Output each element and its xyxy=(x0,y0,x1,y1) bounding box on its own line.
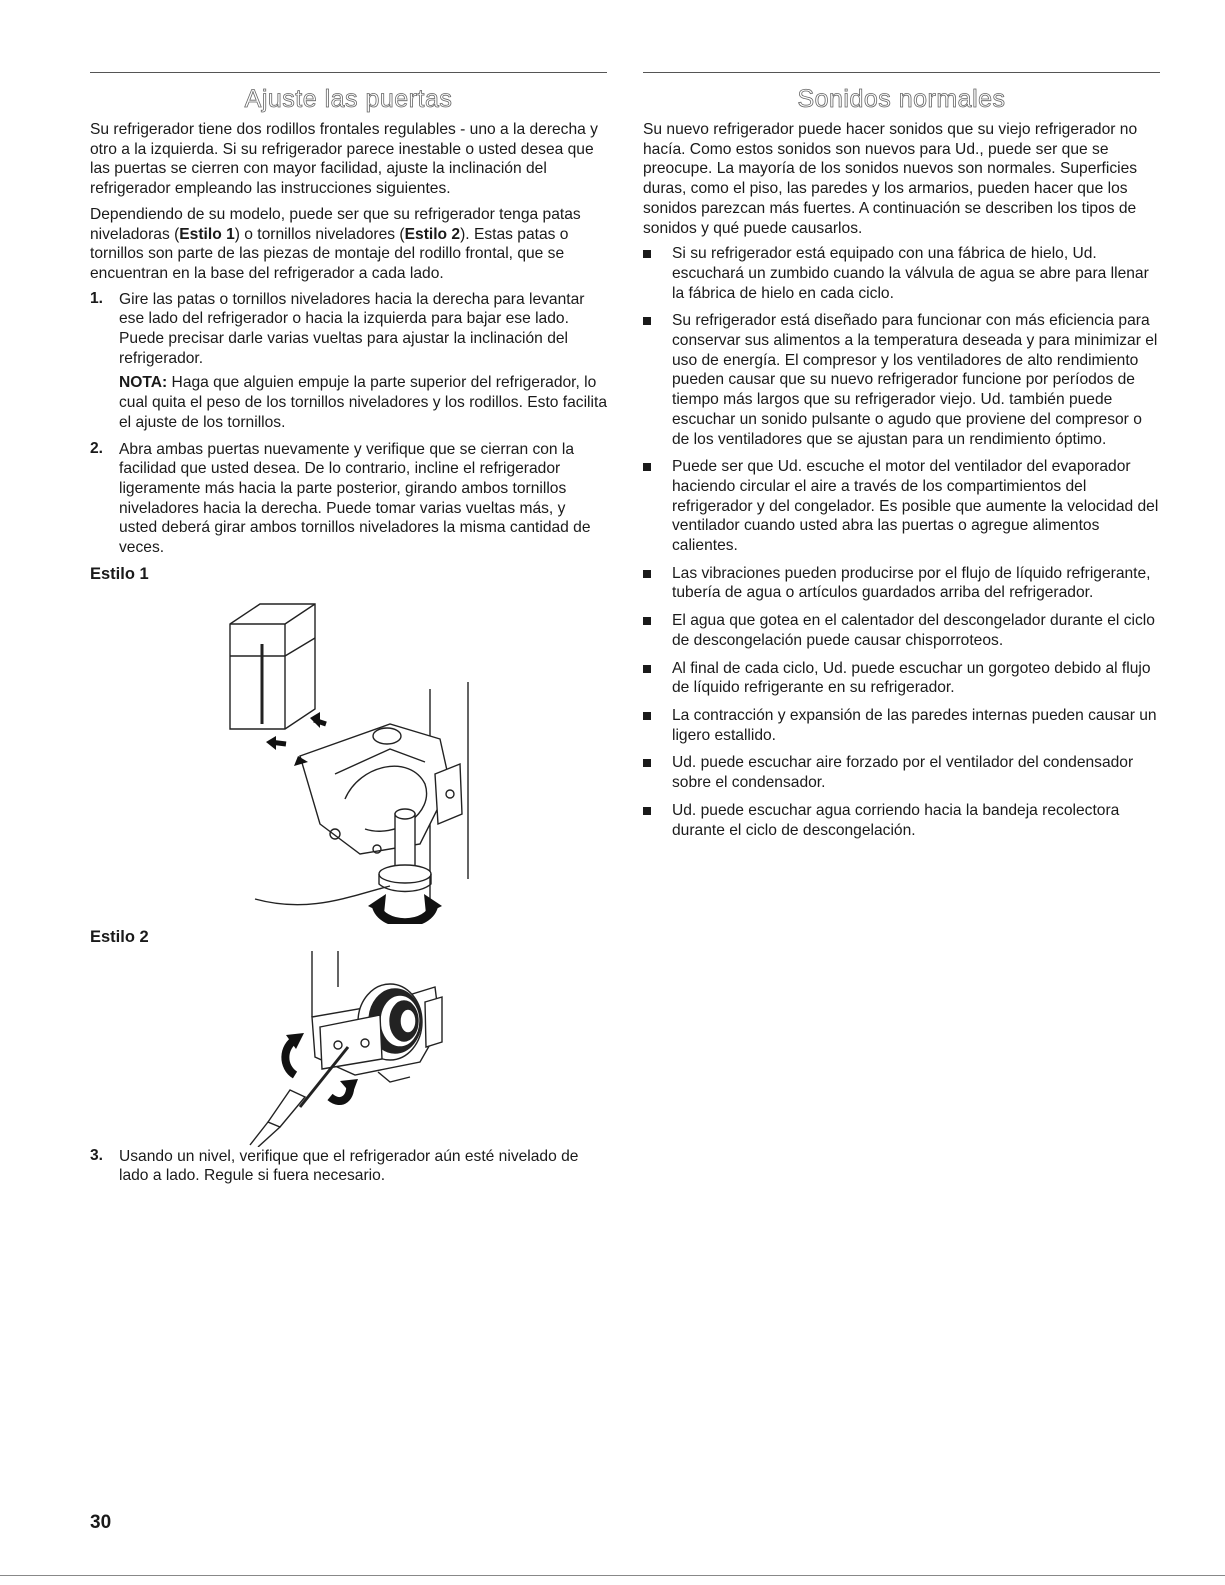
right-column xyxy=(643,72,1160,848)
section-heading-sounds: Sonidos normales xyxy=(797,85,1006,113)
style-1-drawing xyxy=(90,584,607,924)
bullet-text: La contracción y expansión de las paredes internas pueden causar un ligero estallido. xyxy=(672,706,1157,744)
step-3 xyxy=(90,1147,607,1186)
bullet-text: Ud. puede escuchar aire forzado por el ventilador del condensador sobre el condensador. xyxy=(672,754,1134,792)
step-2 xyxy=(90,440,607,558)
style-2-label: Estilo 2 xyxy=(90,927,149,946)
step-number: 1. xyxy=(90,289,104,307)
style-1-illustration xyxy=(90,584,607,924)
section-rule-right xyxy=(643,72,1160,73)
square-bullet-icon xyxy=(643,617,651,625)
models-text-a: Dependiendo de su modelo, puede ser que su refrigerador tenga patas niveladoras ( xyxy=(90,205,581,243)
list-item xyxy=(643,659,1160,698)
style-2-drawing xyxy=(90,947,607,1147)
square-bullet-icon xyxy=(643,665,651,673)
list-item xyxy=(643,311,1160,449)
section-rule-left xyxy=(90,72,607,73)
bullet-text: Ud. puede escuchar agua corriendo hacia la bandeja recolectora durante el ciclo de descongelación. xyxy=(672,801,1120,839)
list-item xyxy=(643,753,1160,792)
bullet-text: Si su refrigerador está equipado con una fábrica de hielo, Ud. escuchará un zumbido cuando la válvula de agua se abre para llenar la fábrica de hielo en cada ciclo. xyxy=(672,245,1149,302)
models-style2-ref: Estilo 2 xyxy=(404,225,461,243)
sounds-bullet-list xyxy=(643,244,1160,840)
step-number: 2. xyxy=(90,439,104,457)
sounds-intro-paragraph: Su nuevo refrigerador puede hacer sonidos que su viejo refrigerador no hacía. Como estos sonidos son nuevos para Ud., puede ser que se preocupe. La mayoría de los sonidos nuevos son normales. Superficies duras, como el piso, las paredes y los armarios, pueden hacer que los sonidos parezcan más fuertes. A continuación se describen los tipos de sonidos y qué puede causarlos. xyxy=(643,121,1138,237)
note-text: Haga que alguien empuje la parte superior del refrigerador, lo cual quita el peso de los tornillos niveladores y los rodillos. Esto facilita el ajuste de los tornillos. xyxy=(119,374,607,431)
list-item xyxy=(643,564,1160,603)
style-2-illustration xyxy=(90,947,607,1147)
page-number: 30 xyxy=(90,1512,112,1533)
list-item xyxy=(643,457,1160,556)
step-number: 3. xyxy=(90,1146,104,1164)
step-text: Gire las patas o tornillos niveladores hacia la derecha para levantar ese lado del refrigerador o hacia la izquierda para bajar ese lado. Puede precisar darle varias vueltas para ajustar la inclinación del refrigerador. xyxy=(119,290,585,367)
models-text-c: ). Estas patas o tornillos son parte de las piezas de montaje del rodillo frontal, que se encuentran en la base del refrigerador a cada lado. xyxy=(90,225,569,282)
left-column xyxy=(90,72,607,1193)
square-bullet-icon xyxy=(643,712,651,720)
square-bullet-icon xyxy=(643,250,651,258)
list-item xyxy=(643,244,1160,303)
doors-intro-paragraph: Su refrigerador tiene dos rodillos frontales regulables - uno a la derecha y otro a la izquierda. Si su refrigerador parece inestable o usted desea que las puertas se cierren con mayor facilidad, ajuste la inclinación del refrigerador empleando las instrucciones siguientes. xyxy=(90,121,598,198)
square-bullet-icon xyxy=(643,807,651,815)
square-bullet-icon xyxy=(643,570,651,578)
bottom-rule xyxy=(0,1575,1225,1576)
bullet-text: Su refrigerador está diseñado para funcionar con más eficiencia para conservar sus alimentos a la temperatura deseada y para minimizar el uso de energía. El compresor y los ventiladores de alto rendimiento pueden causar que su nuevo refrigerador funcione por períodos de tiempo más largos que su refrigerador viejo. Ud. también puede escuchar un sonido pulsante o agudo que proviene del compresor o de los ventiladores que se ajustan para un rendimiento óptimo. xyxy=(672,312,1158,448)
square-bullet-icon xyxy=(643,759,651,767)
square-bullet-icon xyxy=(643,317,651,325)
doors-models-paragraph xyxy=(90,205,607,284)
step-1 xyxy=(90,290,607,433)
list-item xyxy=(643,611,1160,650)
step-note xyxy=(119,373,607,432)
bullet-text: El agua que gotea en el calentador del descongelador durante el ciclo de descongelación puede causar chisporroteos. xyxy=(672,612,1155,649)
step-text: Usando un nivel, verifique que el refrigerador aún esté nivelado de lado a lado. Regule si fuera necesario. xyxy=(119,1147,579,1185)
bullet-text: Las vibraciones pueden producirse por el flujo de líquido refrigerante, tubería de agua o artículos guardados arriba del refrigerador. xyxy=(672,564,1151,602)
bullet-text: Puede ser que Ud. escuche el motor del ventilador del evaporador haciendo circular el aire a través de los compartimientos del refrigerador y del congelador. Es posible que aumente la velocidad del ventilador cuando usted abra las puertas o agregue alimentos calientes. xyxy=(672,458,1159,555)
note-label: NOTA: xyxy=(119,374,168,392)
section-heading-doors: Ajuste las puertas xyxy=(244,85,453,113)
bullet-text: Al final de cada ciclo, Ud. puede escuchar un gorgoteo debido al flujo de líquido refrigerante en su refrigerador. xyxy=(672,659,1151,697)
step-text: Abra ambas puertas nuevamente y verifique que se cierran con la facilidad que usted desea. De lo contrario, incline el refrigerador ligeramente más hacia la parte posterior, girando ambos tornillos niveladores hacia la derecha. Puede tomar varias vueltas más, y usted deberá girar ambos tornillos niveladores la misma cantidad de veces. xyxy=(119,440,591,557)
models-text-b: ) o tornillos niveladores ( xyxy=(234,225,405,243)
style-1-label: Estilo 1 xyxy=(90,564,149,583)
list-item xyxy=(643,706,1160,745)
list-item xyxy=(643,801,1160,840)
square-bullet-icon xyxy=(643,463,651,471)
models-style1-ref: Estilo 1 xyxy=(179,225,235,243)
